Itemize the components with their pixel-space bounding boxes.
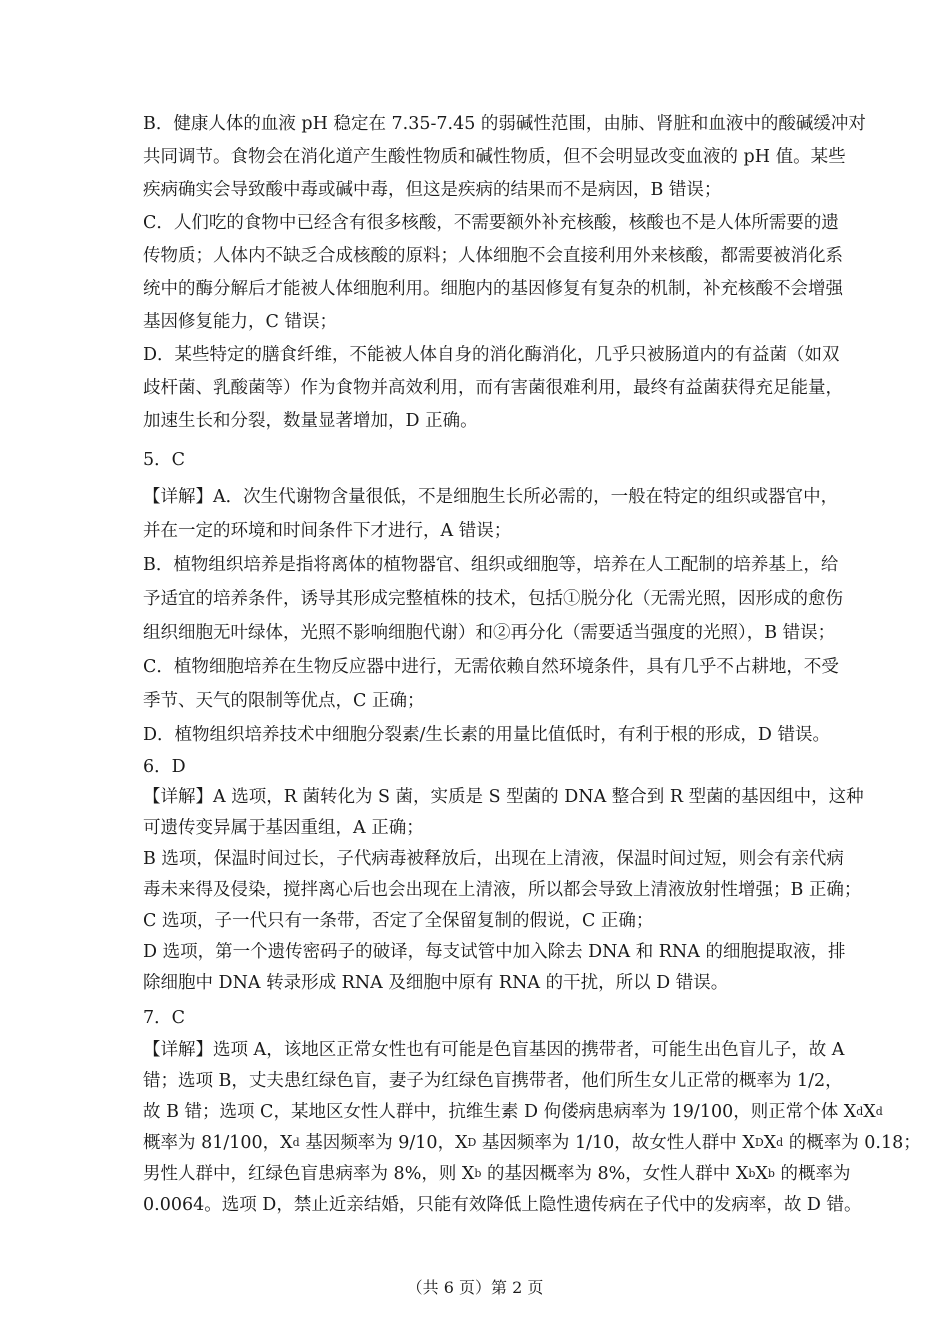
- answer-6-line: 6．D: [143, 757, 186, 777]
- para-5c-line: C．植物细胞培养在生物反应器中进行，无需依赖自然环境条件，具有几乎不占耕地，不受: [143, 657, 839, 677]
- para-5a-line: 并在一定的环境和时间条件下才进行，A 错误；: [143, 521, 512, 541]
- answer-explanations: [143, 108, 921, 1221]
- para-5b-line: 予适宜的培养条件，诱导其形成完整植株的技术，包括①脱分化（无需光照，因形成的愈伤: [143, 589, 843, 609]
- answer-7: [143, 1001, 818, 1035]
- para-4c-line: 基因修复能力，C 错误；: [143, 312, 337, 332]
- para-4c: [143, 207, 843, 339]
- para-7-line: 【详解】选项 A，该地区正常女性也有可能是色盲基因的携带者，可能生出色盲儿子，故 A: [143, 1040, 845, 1060]
- para-5b-line: B．植物组织培养是指将离体的植物器官、组织或细胞等，培养在人工配制的培养基上，给: [143, 555, 839, 575]
- para-6b-line: B 选项，保温时间过长，子代病毒被释放后，出现在上清液，保温时间过短，则会有亲代病: [143, 849, 844, 869]
- para-5a: [143, 480, 839, 548]
- para-4d-line: D．某些特定的膳食纤维，不能被人体自身的消化酶消化，几乎只被肠道内的有益菌（如双: [143, 345, 840, 365]
- answer-5: [143, 440, 818, 480]
- para-6a-line: 可遗传变异属于基因重组，A 正确；: [143, 818, 424, 838]
- para-6b-line: 毒未来得及侵染，搅拌离心后也会出现在上清液，所以都会导致上清液放射性增强；B 正确；: [143, 880, 862, 900]
- para-4d: [143, 339, 843, 438]
- answer-5-line: 5．C: [143, 450, 186, 470]
- para-5d-line: D．植物组织培养技术中细胞分裂素/生长素的用量比值低时，有利于根的形成，D 错误。: [143, 725, 831, 745]
- para-5d: [143, 718, 831, 752]
- para-5c: [143, 650, 839, 718]
- para-5b: [143, 548, 843, 650]
- para-7-line: 故 B 错；选项 C，某地区女性人群中，抗维生素 D 佝偻病患病率为 19/100，则正常个体 $X^dX^d$: [143, 1102, 883, 1122]
- para-4c-line: 传物质；人体内不缺乏合成核酸的原料；人体细胞不会直接利用外来核酸，都需要被消化系: [143, 246, 843, 266]
- para-6a-line: 【详解】A 选项，R 菌转化为 S 菌，实质是 S 型菌的 DNA 整合到 R 型菌的基因组中，这种: [143, 787, 864, 807]
- para-4c-line: C．人们吃的食物中已经含有很多核酸，不需要额外补充核酸，核酸也不是人体所需要的遗: [143, 213, 839, 233]
- para-6b: [143, 844, 862, 906]
- para-6d-line: D 选项，第一个遗传密码子的破译，每支试管中加入除去 DNA 和 RNA 的细胞提取液，排: [143, 942, 846, 962]
- para-4b-line: 共同调节。食物会在消化道产生酸性物质和碱性物质，但不会明显改变血液的 pH 值。某些: [143, 147, 846, 167]
- para-4c-line: 统中的酶分解后才能被人体细胞利用。细胞内的基因修复有复杂的机制，补充核酸不会增强: [143, 279, 843, 299]
- para-7: [143, 1035, 921, 1221]
- para-4d-line: 歧杆菌、乳酸菌等）作为食物并高效利用，而有害菌很难利用，最终有益菌获得充足能量，: [143, 378, 843, 398]
- para-7-line: 男性人群中，红绿色盲患病率为 8%，则 $X^b$ 的基因概率为 8%，女性人群中 $X^bX^b$ 的概率为: [143, 1164, 851, 1184]
- para-4b: [143, 108, 866, 207]
- answer-7-line: 7．C: [143, 1008, 186, 1028]
- para-4b-line: B．健康人体的血液 pH 稳定在 7.35-7.45 的弱碱性范围，由肺、肾脏和血液中的酸碱缓冲对: [143, 114, 866, 134]
- para-6c: [143, 906, 818, 937]
- para-5a-line: 【详解】A．次生代谢物含量很低，不是细胞生长所必需的，一般在特定的组织或器官中，: [143, 487, 839, 507]
- para-5c-line: 季节、天气的限制等优点，C 正确；: [143, 691, 425, 711]
- para-6d-line: 除细胞中 DNA 转录形成 RNA 及细胞中原有 RNA 的干扰，所以 D 错误。: [143, 973, 729, 993]
- para-6c-line: C 选项，子一代只有一条带，否定了全保留复制的假说，C 正确；: [143, 911, 654, 931]
- para-7-line: 0.0064。选项 D，禁止近亲结婚，只能有效降低上隐性遗传病在子代中的发病率，故 D 错。: [143, 1195, 862, 1215]
- para-7-line: 错；选项 B，丈夫患红绿色盲，妻子为红绿色盲携带者，他们所生女儿正常的概率为 1/2，: [143, 1071, 843, 1091]
- para-4d-line: 加速生长和分裂，数量显著增加，D 正确。: [143, 411, 478, 431]
- answer-6: [143, 752, 818, 782]
- page-footer: （共 6 页）第 2 页: [406, 1278, 544, 1297]
- para-6d: [143, 937, 846, 999]
- para-4b-line: 疾病确实会导致酸中毒或碱中毒，但这是疾病的结果而不是病因，B 错误；: [143, 180, 722, 200]
- para-5b-line: 组织细胞无叶绿体，光照不影响细胞代谢）和②再分化（需要适当强度的光照），B 错误；: [143, 623, 836, 643]
- para-7-line: 概率为 81/100，$X^d$ 基因频率为 9/10，$X^D$ 基因频率为 1/10，故女性人群中 $X^DX^d$ 的概率为 0.18；: [143, 1133, 921, 1153]
- para-6a: [143, 782, 864, 844]
